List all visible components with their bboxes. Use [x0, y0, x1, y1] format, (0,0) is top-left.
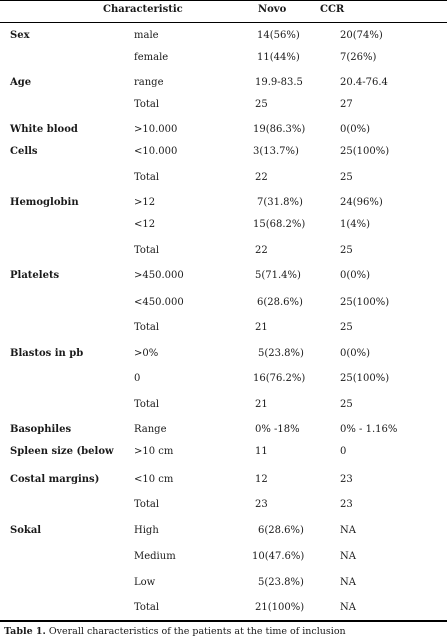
row-ccr-value: 27 [340, 99, 353, 110]
row-novo-value: 14(56%) [257, 30, 300, 41]
row-ccr-value: 25(100%) [340, 297, 390, 308]
row-ccr-value: 25 [340, 322, 353, 333]
header-rule [0, 22, 447, 23]
row-category: Total [134, 99, 160, 110]
row-ccr-value: 1(4%) [340, 219, 371, 230]
row-novo-value: 23 [255, 499, 268, 510]
row-novo-value: 21 [255, 399, 268, 410]
row-category: male [134, 30, 159, 41]
row-category: Total [134, 499, 160, 510]
row-novo-value: 19(86.3%) [253, 124, 306, 135]
row-ccr-value: 20.4-76.4 [340, 77, 388, 88]
row-novo-value: 21 [255, 322, 268, 333]
row-ccr-value: 25 [340, 399, 353, 410]
row-ccr-value: 0% - 1.16% [340, 424, 398, 435]
row-novo-value: 22 [255, 172, 268, 183]
row-characteristic: Cells [10, 146, 38, 157]
row-category: 0 [134, 373, 141, 384]
row-category: range [134, 77, 164, 88]
row-category: Total [134, 399, 160, 410]
row-novo-value: 16(76.2%) [253, 373, 306, 384]
row-category: High [134, 525, 159, 536]
row-novo-value: 6(28.6%) [258, 525, 304, 536]
row-ccr-value: 0(0%) [340, 270, 371, 281]
row-ccr-value: 25(100%) [340, 146, 390, 157]
row-novo-value: 11 [255, 446, 268, 457]
row-novo-value: 15(68.2%) [253, 219, 306, 230]
row-novo-value: 5(71.4%) [255, 270, 301, 281]
row-novo-value: 19.9-83.5 [255, 77, 303, 88]
row-category: <10 cm [134, 474, 174, 485]
row-category: Total [134, 322, 160, 333]
row-category: <450.000 [134, 297, 184, 308]
row-novo-value: 11(44%) [257, 52, 300, 63]
row-novo-value: 25 [255, 99, 268, 110]
row-characteristic: Spleen size (below [10, 446, 114, 457]
row-characteristic: Hemoglobin [10, 197, 79, 208]
row-ccr-value: NA [340, 602, 356, 613]
row-ccr-value: 25 [340, 172, 353, 183]
row-characteristic: Sex [10, 30, 30, 41]
row-ccr-value: 0 [340, 446, 347, 457]
row-novo-value: 6(28.6%) [257, 297, 303, 308]
row-ccr-value: 25 [340, 245, 353, 256]
row-ccr-value: 25(100%) [340, 373, 390, 384]
header-characteristic: Characteristic [103, 4, 183, 15]
row-category: Total [134, 172, 160, 183]
row-category: <10.000 [134, 146, 178, 157]
row-ccr-value: NA [340, 577, 356, 588]
row-characteristic: Costal margins) [10, 474, 100, 485]
row-category: >0% [134, 348, 159, 359]
row-category: Medium [134, 551, 176, 562]
row-novo-value: 3(13.7%) [253, 146, 299, 157]
row-novo-value: 21(100%) [255, 602, 305, 613]
bottom-rule [0, 620, 447, 622]
row-ccr-value: 7(26%) [340, 52, 377, 63]
row-ccr-value: 24(96%) [340, 197, 383, 208]
row-novo-value: 12 [255, 474, 268, 485]
row-novo-value: 22 [255, 245, 268, 256]
row-novo-value: 5(23.8%) [258, 348, 304, 359]
row-novo-value: 0% -18% [255, 424, 300, 435]
row-ccr-value: 23 [340, 499, 353, 510]
row-ccr-value: 20(74%) [340, 30, 383, 41]
row-characteristic: Blastos in pb [10, 348, 84, 359]
table-caption [4, 626, 346, 638]
row-ccr-value: NA [340, 551, 356, 562]
row-ccr-value: 0(0%) [340, 124, 371, 135]
row-category: <12 [134, 219, 156, 230]
row-category: Total [134, 602, 160, 613]
caption-label: Table 1. [4, 626, 46, 637]
top-rule [0, 0, 447, 1]
row-characteristic: Platelets [10, 270, 60, 281]
row-category: >10 cm [134, 446, 174, 457]
row-characteristic: Age [10, 77, 32, 88]
row-characteristic: Sokal [10, 525, 42, 536]
header-ccr: CCR [320, 4, 345, 15]
row-category: >10.000 [134, 124, 178, 135]
row-characteristic: Basophiles [10, 424, 72, 435]
caption-text: Overall characteristics of the patients at the time of inclusion [45, 626, 346, 637]
row-category: >450.000 [134, 270, 184, 281]
row-novo-value: 10(47.6%) [252, 551, 305, 562]
row-ccr-value: 23 [340, 474, 353, 485]
row-category: Total [134, 245, 160, 256]
row-characteristic: White blood [10, 124, 78, 135]
row-novo-value: 7(31.8%) [257, 197, 303, 208]
header-novo: Novo [258, 4, 287, 15]
row-novo-value: 5(23.8%) [258, 577, 304, 588]
row-ccr-value: NA [340, 525, 356, 536]
row-category: Low [134, 577, 156, 588]
row-category: >12 [134, 197, 156, 208]
row-category: Range [134, 424, 167, 435]
row-category: female [134, 52, 169, 63]
row-ccr-value: 0(0%) [340, 348, 371, 359]
